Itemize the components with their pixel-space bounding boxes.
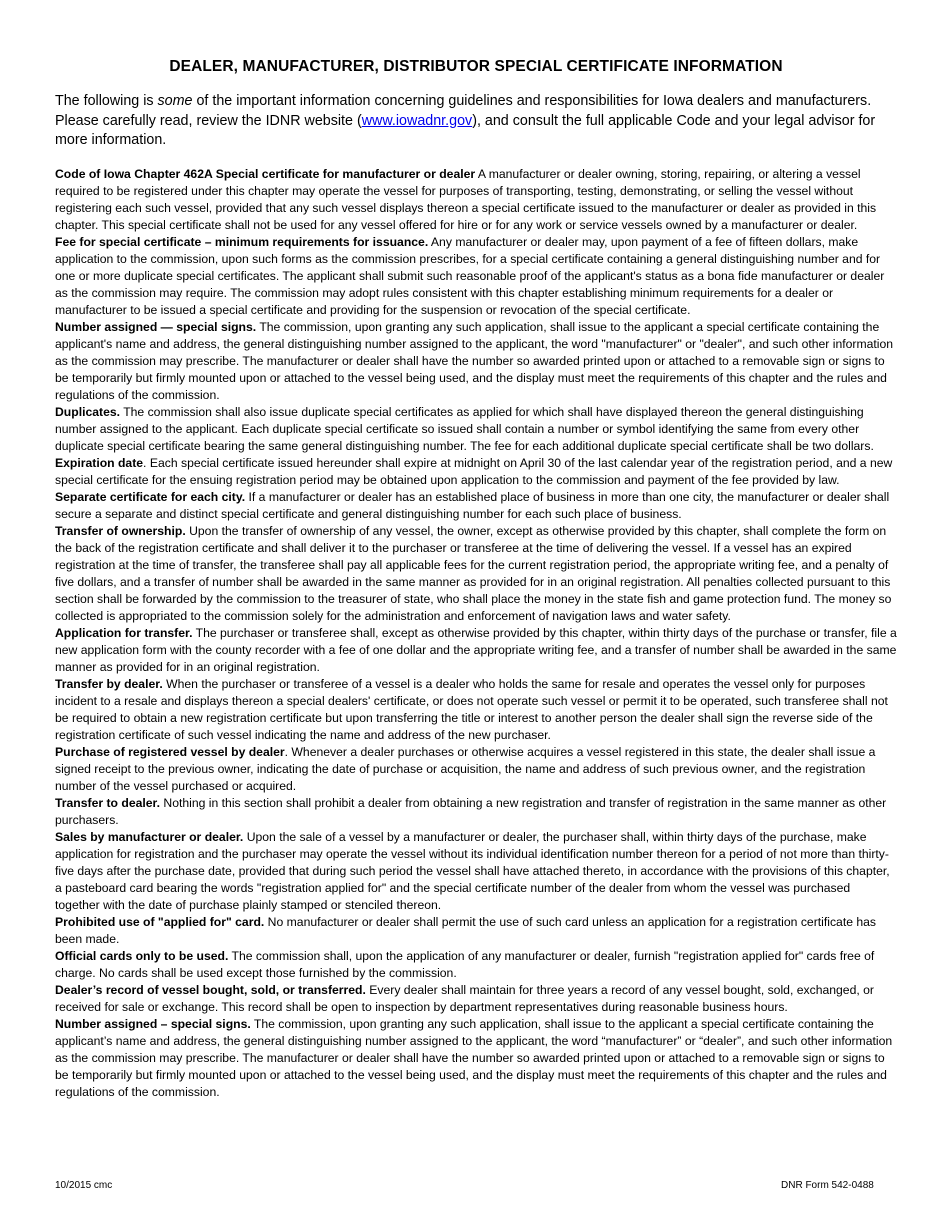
intro-text-3: ), and consult the full applicable Code and your legal advisor for more information. [55, 112, 876, 149]
section-body: The commission, upon granting any such application, shall issue to the applicant a special certificate containing the applicant’s name and address, the general distinguishing number assigned to the applicant, the word “manufacturer” or “dealer”, and such other information as the commission may prescribe. The manufacturer or dealer shall have the number so awarded printed upon or attached to a removable sign or signs to be temporarily but firmly mounted upon or attached to the vessel being used, and the display must meet the requirements of this chapter and the rules and regulations of the commission. [55, 1016, 893, 1099]
intro-paragraph [55, 92, 897, 151]
section-prohibited-use [55, 914, 897, 948]
section-number-assigned-2 [55, 1016, 897, 1101]
intro-text-1: The following is [55, 93, 158, 109]
section-transfer-of-ownership [55, 523, 897, 625]
section-application-for-transfer [55, 625, 897, 676]
section-body: The commission shall also issue duplicate special certificates as applied for which shall have displayed thereon the general distinguishing number assigned to the applicant. Each duplicate special certificate so issued shall contain a number or symbol identifying the same from every other duplicate special certificate bearing the same general distinguishing number. The fee for each additional duplicate special certificate shall be two dollars. [55, 404, 874, 453]
iowadnr-link[interactable]: www.iowadnr.gov [361, 112, 473, 129]
section-body: A manufacturer or dealer owning, storing, repairing, or altering a vessel required to be registered under this chapter may operate the vessel for purposes of transporting, testing, demonstrating, or selling the vessel without registering each such vessel, provided that any such vessel displays thereon a special certificate issued to the manufacturer or dealer as provided in this chapter. This special certificate shall not be used for any vessel offered for hire or for any work or service vessels owned by a manufacturer or dealer. [55, 166, 877, 232]
footer-revision-date: 10/2015 cmc [55, 1180, 113, 1191]
section-special-certificate [55, 166, 897, 234]
section-heading: Purchase of registered vessel by dealer [55, 744, 285, 759]
regulation-sections [55, 166, 897, 1101]
section-heading: Application for transfer. [55, 625, 193, 640]
section-sales-by-manufacturer [55, 829, 897, 914]
section-body: Upon the sale of a vessel by a manufacturer or dealer, the purchaser shall, within thirty days of the purchase, make application for registration and the purchaser may operate the vessel without its individual identification number thereon for a period of not more than thirty-five days after the purchase date, provided that during such period the vessel shall have attached thereto, in accordance with the provisions of this chapter, a pasteboard card bearing the words "registration applied for" and the special certificate number of the dealer from whom the vessel was purchased together with the date of purchase plainly stamped or stenciled thereon. [55, 829, 890, 912]
section-body: Every dealer shall maintain for three years a record of any vessel bought, sold, exchanged, or received for sale or exchange. This record shall be open to inspection by department representatives during reasonable business hours. [55, 982, 874, 1014]
section-heading: Number assigned – special signs. [55, 1016, 251, 1031]
section-fee [55, 234, 897, 319]
section-heading: Transfer to dealer. [55, 795, 160, 810]
section-body: No manufacturer or dealer shall permit the use of such card unless an application for a registration certificate has been made. [55, 914, 877, 946]
document-page [55, 56, 897, 1101]
section-heading: Dealer’s record of vessel bought, sold, or transferred. [55, 982, 366, 997]
section-transfer-to-dealer [55, 795, 897, 829]
section-body: . Each special certificate issued hereunder shall expire at midnight on April 30 of the last calendar year of the registration period, and a new special certificate for the ensuing registration period may be obtained upon application to the commission and payment of the fee provided by law. [55, 455, 893, 487]
intro-text-2: of the important information concerning guidelines and responsibilities for Iowa dealers and manufacturers. Please carefully read, review the IDNR website ( [55, 93, 872, 129]
section-heading: Prohibited use of "applied for" card. [55, 914, 265, 929]
section-body: . Whenever a dealer purchases or otherwise acquires a vessel registered in this state, the dealer shall issue a signed receipt to the previous owner, indicating the date of purchase or acquisition, the name and address of such previous owner, and the registration number of the vessel purchased or acquired. [55, 744, 876, 793]
section-body: The commission, upon granting any such application, shall issue to the applicant a special certificate containing the applicant's name and address, the general distinguishing number assigned to the applicant, the word "manufacturer" or "dealer", and such other information as the commission may prescribe. The manufacturer or dealer shall have the number so awarded printed upon or attached to a removable sign or signs to be temporarily but firmly mounted upon or attached to the vessel being used, and the display must meet the requirements of this chapter and the rules and regulations of the commission. [55, 319, 894, 402]
section-heading: Number assigned — special signs. [55, 319, 257, 334]
section-heading: Transfer of ownership. [55, 523, 186, 538]
section-body: Upon the transfer of ownership of any vessel, the owner, except as otherwise provided by this chapter, shall complete the form on the back of the registration certificate and shall deliver it to the purchaser or transferee at the time of delivering the vessel. If a vessel has an expired registration at the time of transfer, the transferee shall pay all applicable fees for the current registration period, the appropriate writing fee, and a penalty of five dollars, and a transfer of number shall be awarded in the same manner as provided for in an original registration. All penalties collected pursuant to this section shall be forwarded by the commission to the treasurer of state, who shall place the money in the state fish and game protection fund. The money so collected is appropriated to the commission solely for the administration and enforcement of navigation laws and water safety. [55, 523, 892, 623]
section-body: When the purchaser or transferee of a vessel is a dealer who holds the same for resale and operates the vessel only for purposes incident to a resale and displays thereon a special dealers' certificate, or does not operate such vessel or permit it to be operated, such transferee shall not be required to obtain a new registration certificate but upon transferring the title or interest to another person the dealer shall sign the reverse side of the registration certificate of such vessel indicating the name and address of the new purchaser. [55, 676, 888, 742]
section-body: The commission shall, upon the application of any manufacturer or dealer, furnish "registration applied for" cards free of charge. No cards shall be used except those furnished by the commission. [55, 948, 875, 980]
section-heading: Expiration date [55, 455, 144, 470]
section-expiration-date [55, 455, 897, 489]
section-official-cards [55, 948, 897, 982]
section-body: Any manufacturer or dealer may, upon payment of a fee of fifteen dollars, make application to the commission, upon such forms as the commission prescribes, for a special certificate containing a general distinguishing number and for one or more duplicate special certificates. The applicant shall submit such reasonable proof of the applicant's status as a bona fide manufacturer or dealer as the commission may require. The commission may adopt rules consistent with this chapter establishing minimum requirements for a dealer or manufacturer to be issued a special certificate and providing for the suspension or revocation of the special certificate. [55, 234, 885, 317]
section-heading: Official cards only to be used. [55, 948, 229, 963]
section-heading: Code of Iowa Chapter 462A Special certificate for manufacturer or dealer [55, 166, 476, 181]
section-separate-certificate [55, 489, 897, 523]
intro-emphasis: some [157, 93, 193, 109]
section-heading: Fee for special certificate – minimum requirements for issuance. [55, 234, 429, 249]
section-body: Nothing in this section shall prohibit a dealer from obtaining a new registration and transfer of registration in the same manner as other purchasers. [55, 795, 887, 827]
section-body: If a manufacturer or dealer has an established place of business in more than one city, the manufacturer or dealer shall secure a separate and distinct special certificate and general distinguishing number for each such place of business. [55, 489, 890, 521]
section-dealer-record [55, 982, 897, 1016]
section-heading: Duplicates. [55, 404, 121, 419]
section-body: The purchaser or transferee shall, except as otherwise provided by this chapter, within thirty days of the purchase or transfer, file a new application form with the county recorder with a fee of one dollar and the appropriate writing fee, and a transfer of number shall be awarded in the same manner as provided for in an original registration. [55, 625, 897, 674]
section-number-assigned [55, 319, 897, 404]
section-heading: Separate certificate for each city. [55, 489, 246, 504]
section-heading: Transfer by dealer. [55, 676, 163, 691]
section-purchase-by-dealer [55, 744, 897, 795]
section-duplicates [55, 404, 897, 455]
document-title: DEALER, MANUFACTURER, DISTRIBUTOR SPECIAL CERTIFICATE INFORMATION [169, 58, 783, 75]
footer-form-number: DNR Form 542-0488 [781, 1180, 874, 1191]
section-transfer-by-dealer [55, 676, 897, 744]
section-heading: Sales by manufacturer or dealer. [55, 829, 244, 844]
